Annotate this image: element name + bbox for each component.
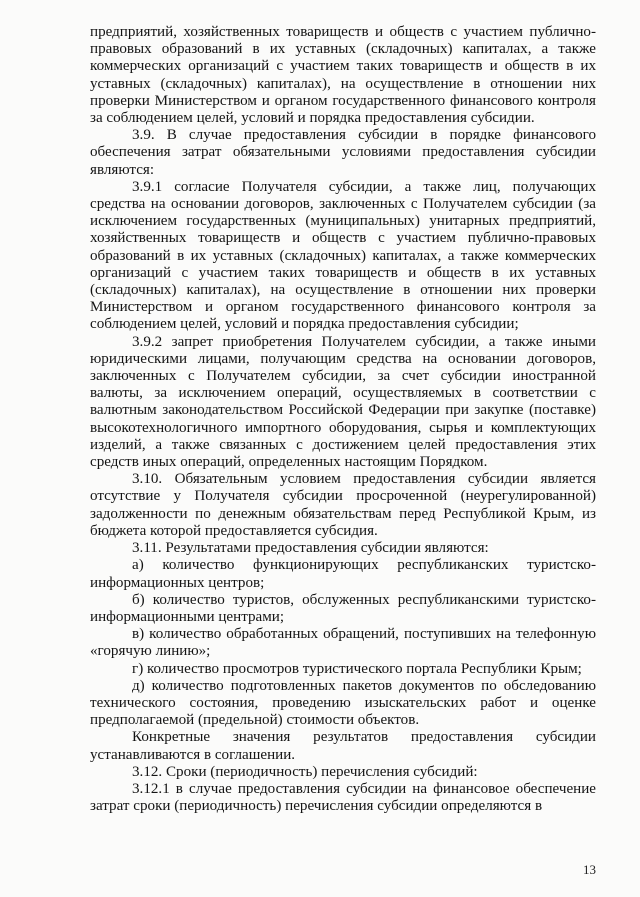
document-body	[90, 24, 596, 815]
paragraph-3-11: 3.11. Результатами предоставления субсидии являются:	[132, 540, 489, 557]
paragraph-3-9-1: 3.9.1 согласие Получателя субсидии, а также лиц, получающих средства на основании договоров, заключенных с Получателем субсидии (за исключением государственных (муниципальных) унитарных предприятий, хозяйственных товариществ и обществ с участием публично-правовых образований в их уставных (складочных) капиталах, а также коммерческих организаций с участием таких товариществ и обществ в их уставных (складочных) капиталах), на осуществление в отношении них проверки Министерством и органом государственного финансового контроля за соблюдением целей, условий и порядка предоставления субсидии;	[90, 178, 596, 333]
paragraph-3-12: 3.12. Сроки (периодичность) перечисления субсидий:	[132, 763, 478, 780]
paragraph-3-9-2: 3.9.2 запрет приобретения Получателем субсидии, а также иными юридическими лицами, получающим средства на основании договоров, заключенных с Получателем субсидии, за счет субсидии иностранной валюты, за исключением операций, осуществляемых в соответствии с валютным законодательством Российской Федерации при закупке (поставке) высокотехнологичного импортного оборудования, сырья и комплектующих изделий, а также связанных с достижением целей предоставления этих средств иных операций, определенных настоящим Порядком.	[90, 333, 596, 471]
paragraph-specific-values: Конкретные значения результатов предоставления субсидии устанавливаются в соглашении.	[90, 729, 596, 763]
list-item-a: а) количество функционирующих республиканских туристско-информационных центров;	[90, 557, 596, 591]
page-number: 13	[583, 862, 596, 877]
list-item-b: б) количество туристов, обслуженных республиканскими туристско-информационными центрами;	[90, 591, 596, 625]
paragraph-continuation: предприятий, хозяйственных товариществ и обществ с участием публично-правовых образований в их уставных (складочных) капиталах, а также коммерческих организаций с участием таких товариществ и обществ в их уставных (складочных) капиталах), на осуществление в отношении них проверки Министерством и органом государственного финансового контроля за соблюдением целей, условий и порядка предоставления субсидии.	[90, 24, 596, 127]
list-item-d: д) количество подготовленных пакетов документов по обследованию технического состояния, проведению изыскательских работ и оценке предполагаемой (предельной) стоимости объектов.	[90, 677, 596, 729]
paragraph-3-9: 3.9. В случае предоставления субсидии в порядке финансового обеспечения затрат обязательными условиями предоставления субсидии являются:	[90, 127, 596, 178]
list-item-v: в) количество обработанных обращений, поступивших на телефонную «горячую линию»;	[90, 626, 596, 660]
list-item-g: г) количество просмотров туристического портала Республики Крым;	[132, 660, 582, 677]
paragraph-3-10: 3.10. Обязательным условием предоставления субсидии является отсутствие у Получателя субсидии просроченной (неурегулированной) задолженности по денежным обязательствам перед Республикой Крым, из бюджета которой предоставляется субсидия.	[90, 471, 596, 539]
paragraph-3-12-1: 3.12.1 в случае предоставления субсидии на финансовое обеспечение затрат сроки (периодичность) перечисления субсидии определяются в	[90, 780, 596, 815]
